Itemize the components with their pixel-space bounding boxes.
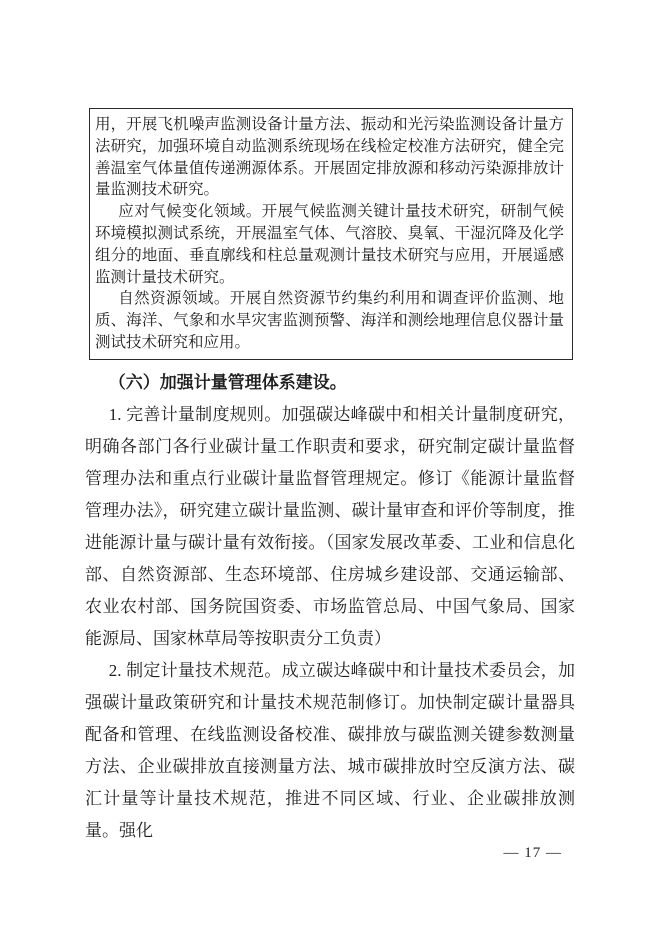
box-paragraph: 用，开展飞机噪声监测设备计量方法、振动和光污染监测设备计量方法研究，加强环境自动监测系统现场在线检定校准方法研究，健全完善温室气体量值传递溯源体系。开展固定排放源和移动污染源排放计量监测技术研究。 [95,116,564,199]
excerpt-box [89,108,573,360]
paragraph-lead: 1. 完善计量制度规则。 [108,404,282,424]
body-paragraph [85,399,575,655]
body-text [85,367,575,847]
page-number: — 17 — [503,845,562,861]
paragraph-text: 成立碳达峰碳中和计量技术委员会，加强碳计量政策研究和计量技术规范制修订。加快制定碳计量器具配备和管理、在线监测设备校准、碳排放与碳监测关键参数测量方法、企业碳排放直接测量方法、城市碳排放时空反演方法、碳汇计量等计量技术规范，推进不同区域、行业、企业碳排放测量。强化 [85,660,576,840]
box-paragraph: 自然资源领域。开展自然资源节约集约利用和调查评价监测、地质、海洋、气象和水旱灾害监测预警、海洋和测绘地理信息仪器计量测试技术研究和应用。 [95,290,564,351]
responsibility-attribution: （国家发展改革委、工业和信息化部、自然资源部、生态环境部、住房城乡建设部、交通运输部、农业农村部、国务院国资委、市场监管总局、中国气象局、国家能源局、国家林草局等按职责分工负责） [85,532,575,648]
body-paragraph [85,655,575,847]
section-heading: （六）加强计量管理体系建设。 [108,372,347,392]
paragraph-text: 加强碳达峰碳中和相关计量制度研究，明确各部门各行业碳计量工作职责和要求，研究制定碳计量监督管理办法和重点行业碳计量监督管理规定。修订《能源计量监督管理办法》，研究建立碳计量监测、碳计量审查和评价等制度，推进能源计量与碳计量有效衔接。 [85,404,576,552]
page-content [85,0,575,847]
paragraph-lead: 2. 制定计量技术规范。 [108,660,282,680]
box-paragraph: 应对气候变化领域。开展气候监测关键计量技术研究，研制气候环境模拟测试系统，开展温室气体、气溶胶、臭氧、干湿沉降及化学组分的地面、垂直廓线和柱总量观测计量技术研究与应用，开展遥感监测计量技术研究。 [95,203,564,286]
